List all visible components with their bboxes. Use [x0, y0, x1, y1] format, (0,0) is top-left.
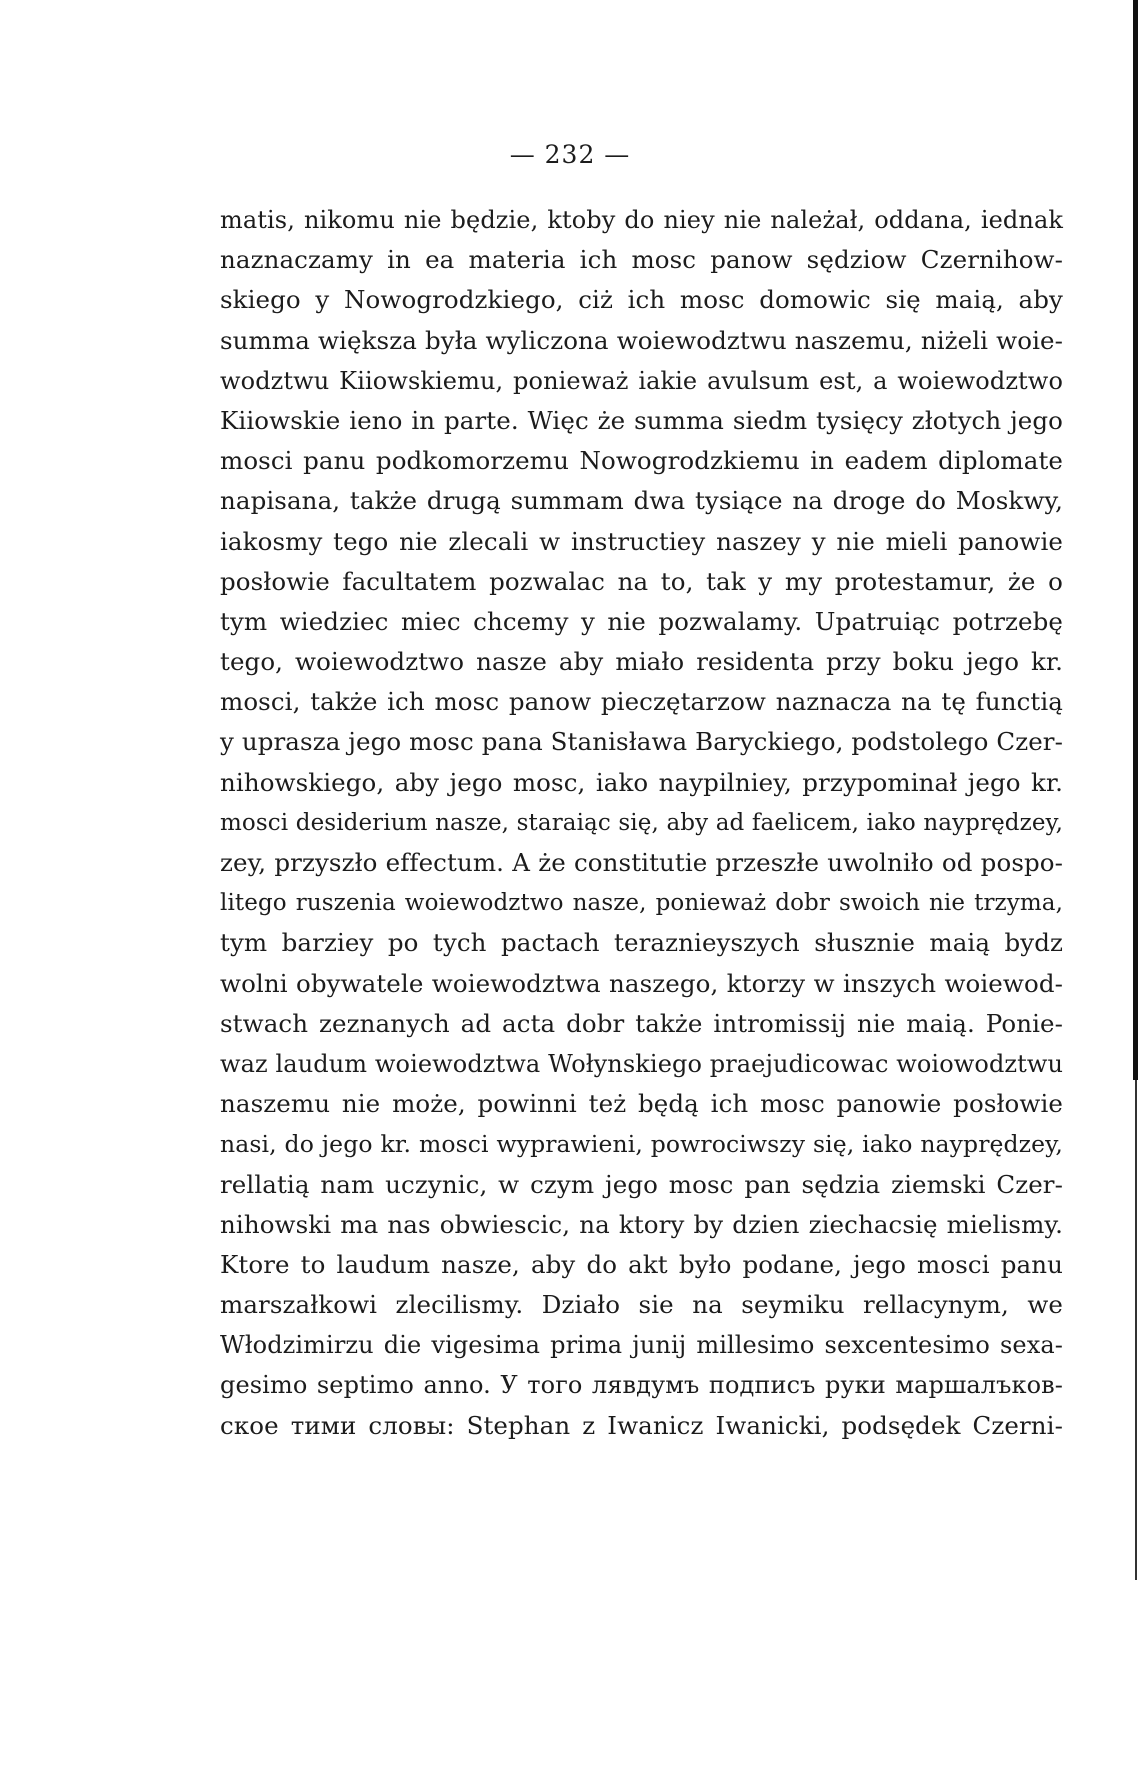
text-line: naszemu nie może, powinni też będą ich mosc panowie posłowie [220, 1089, 1063, 1119]
text-line: skiego y Nowogrodzkiego, ciż ich mosc domowic się maią, aby [220, 285, 1063, 315]
text-line: zey, przyszło effectum. A że constitutie przeszłe uwolniło od pospo- [220, 848, 1063, 877]
text-line: nasi, do jego kr. mosci wyprawieni, powrociwszy się, iako nayprędzey, [220, 1130, 1063, 1159]
text-line: y uprasza jego mosc pana Stanisława Baryckiego, podstolego Czer- [220, 727, 1063, 757]
text-line: stwach zeznanych ad acta dobr także intromissij nie maią. Ponie- [220, 1008, 1063, 1038]
text-line: marszałkowi zlecilismy. Działo sie na seymiku rellacynym, we [220, 1290, 1063, 1320]
text-line: rellatią nam uczynic, w czym jego mosc pan sędzia ziemski Czer- [220, 1169, 1063, 1199]
text-line: wolni obywatele woiewodztwa naszego, ktorzy w inszych woiewod- [220, 968, 1063, 998]
page-number-header: — 232 — [509, 140, 631, 169]
text-line: litego ruszenia woiewodztwo nasze, ponieważ dobr swoich nie trzyma, [220, 890, 1063, 917]
text-line: mosci, także ich mosc panow pieczętarzow naznacza na tę functią [220, 687, 1063, 717]
text-line: naznaczamy in ea materia ich mosc panow sędziow Czernihow- [220, 245, 1063, 275]
text-line: tego, woiewodztwo nasze aby miało residenta przy boku jego kr. [220, 647, 1063, 677]
text-line: tym barziey po tych pactach teraznieyszych słusznie maią bydz [220, 928, 1063, 958]
text-line: iakosmy tego nie zlecali w instructiey naszey y nie mieli panowie [220, 526, 1063, 556]
text-line: posłowie facultatem pozwalac na to, tak y my protestamur, że o [220, 566, 1063, 596]
text-line: nihowski ma nas obwiescic, na ktory by dzien ziechacsię mielismy. [220, 1209, 1063, 1239]
text-line: nihowskiego, aby jego mosc, iako naypilniey, przypominał jego kr. [220, 767, 1063, 797]
text-line: mosci panu podkomorzemu Nowogrodzkiemu in eadem diplomate [220, 446, 1063, 476]
text-line: Ktore to laudum nasze, aby do akt było podane, jego mosci panu [220, 1249, 1063, 1279]
text-line: gesimo septimo anno. У того лявдумъ подписъ руки маршалъков- [220, 1371, 1063, 1400]
page-edge-line-lower [1135, 1080, 1137, 1580]
text-line: waz laudum woiewodztwa Wołynskiego praejudicowac woiowodztwu [220, 1049, 1064, 1078]
text-line: tym wiedziec miec chcemy y nie pozwalamy. Upatruiąc potrzebę [220, 606, 1063, 636]
text-line: mosci desiderium nasze, staraiąc się, aby ad faelicem, iako nayprędzey, [220, 809, 1063, 836]
text-line: Włodzimirzu die vigesima prima junij millesimo sexcentesimo sexa- [220, 1331, 1063, 1360]
text-line: matis, nikomu nie będzie, ktoby do niey nie należał, oddana, iednak [220, 206, 1063, 234]
text-line: summa większa była wyliczona woiewodztwu naszemu, niżeli woie- [220, 325, 1063, 355]
text-line: wodztwu Kiiowskiemu, ponieważ iakie avulsum est, a woiewodztwo [220, 366, 1063, 395]
text-line: Kiiowskie ieno in parte. Więc że summa siedm tysięcy złotych jego [220, 405, 1063, 435]
text-line: napisana, także drugą summam dwa tysiące na droge do Moskwy, [220, 486, 1063, 516]
body-text [220, 200, 1063, 1446]
text-line: ское тими словы: Stephan z Iwanicz Iwanicki, podsędek Czerni- [220, 1410, 1063, 1440]
